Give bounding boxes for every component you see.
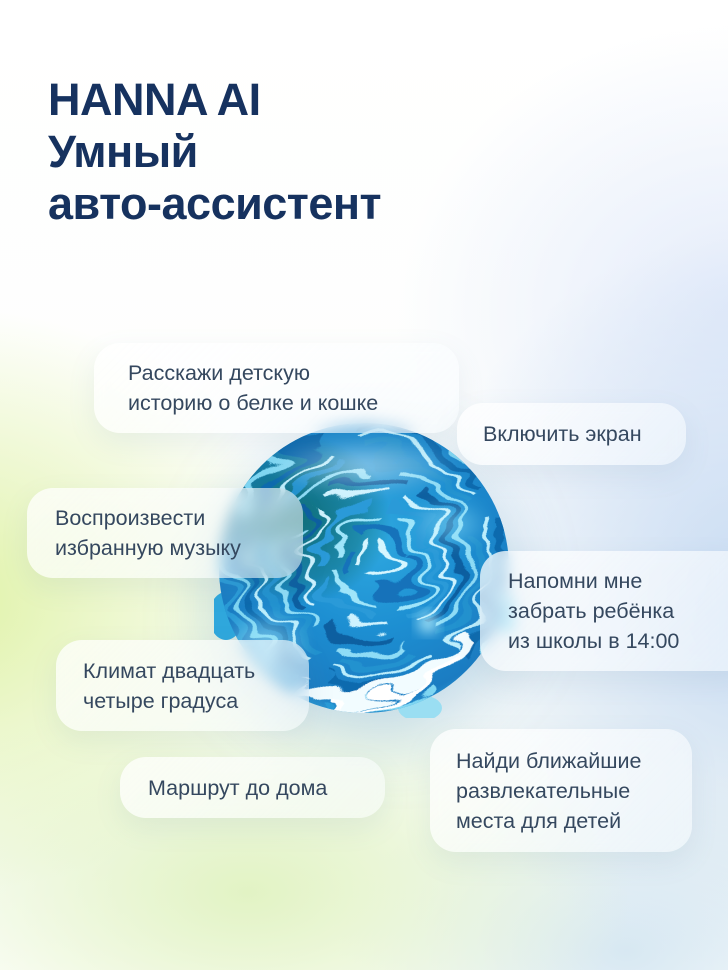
bubble-text-line: Расскажи детскую: [128, 361, 310, 385]
bubble-text-line: четыре градуса: [83, 688, 239, 713]
voice-command-bubble-turn-on-screen[interactable]: [457, 403, 686, 465]
page-title: [48, 74, 381, 230]
voice-command-bubble-climate-24-degrees[interactable]: [56, 640, 309, 731]
title-line-assistant: авто-ассистент: [48, 178, 382, 229]
voice-command-bubble-tell-kids-story[interactable]: [94, 343, 459, 433]
bubble-text-line: Воспроизвести: [55, 506, 206, 530]
bubble-text-line: забрать ребёнка: [508, 599, 675, 623]
bubble-text-line: Климат двадцать: [83, 658, 256, 683]
bubble-text-line: Включить экран: [483, 422, 642, 446]
bubble-text-line: избранную музыку: [55, 536, 241, 560]
voice-command-bubble-find-entertainment[interactable]: [430, 729, 692, 852]
bubble-text-line: места для детей: [456, 808, 622, 833]
bubble-text-line: Маршрут до дома: [148, 775, 328, 800]
title-line-brand: HANNA AI: [48, 74, 261, 125]
bubble-text-line: из школы в 14:00: [508, 629, 680, 653]
bubble-text-line: Напомни мне: [508, 569, 643, 593]
title-line-smart: Умный: [48, 126, 198, 177]
voice-command-bubble-play-favorite-music[interactable]: [27, 488, 303, 578]
bubble-text-line: историю о белке и кошке: [128, 391, 379, 415]
bubble-text-line: развлекательные: [456, 778, 631, 803]
voice-command-bubble-remind-pickup-child[interactable]: [480, 551, 728, 671]
bubble-text-line: Найди ближайшие: [456, 748, 642, 773]
voice-command-bubble-route-home[interactable]: [120, 757, 385, 818]
